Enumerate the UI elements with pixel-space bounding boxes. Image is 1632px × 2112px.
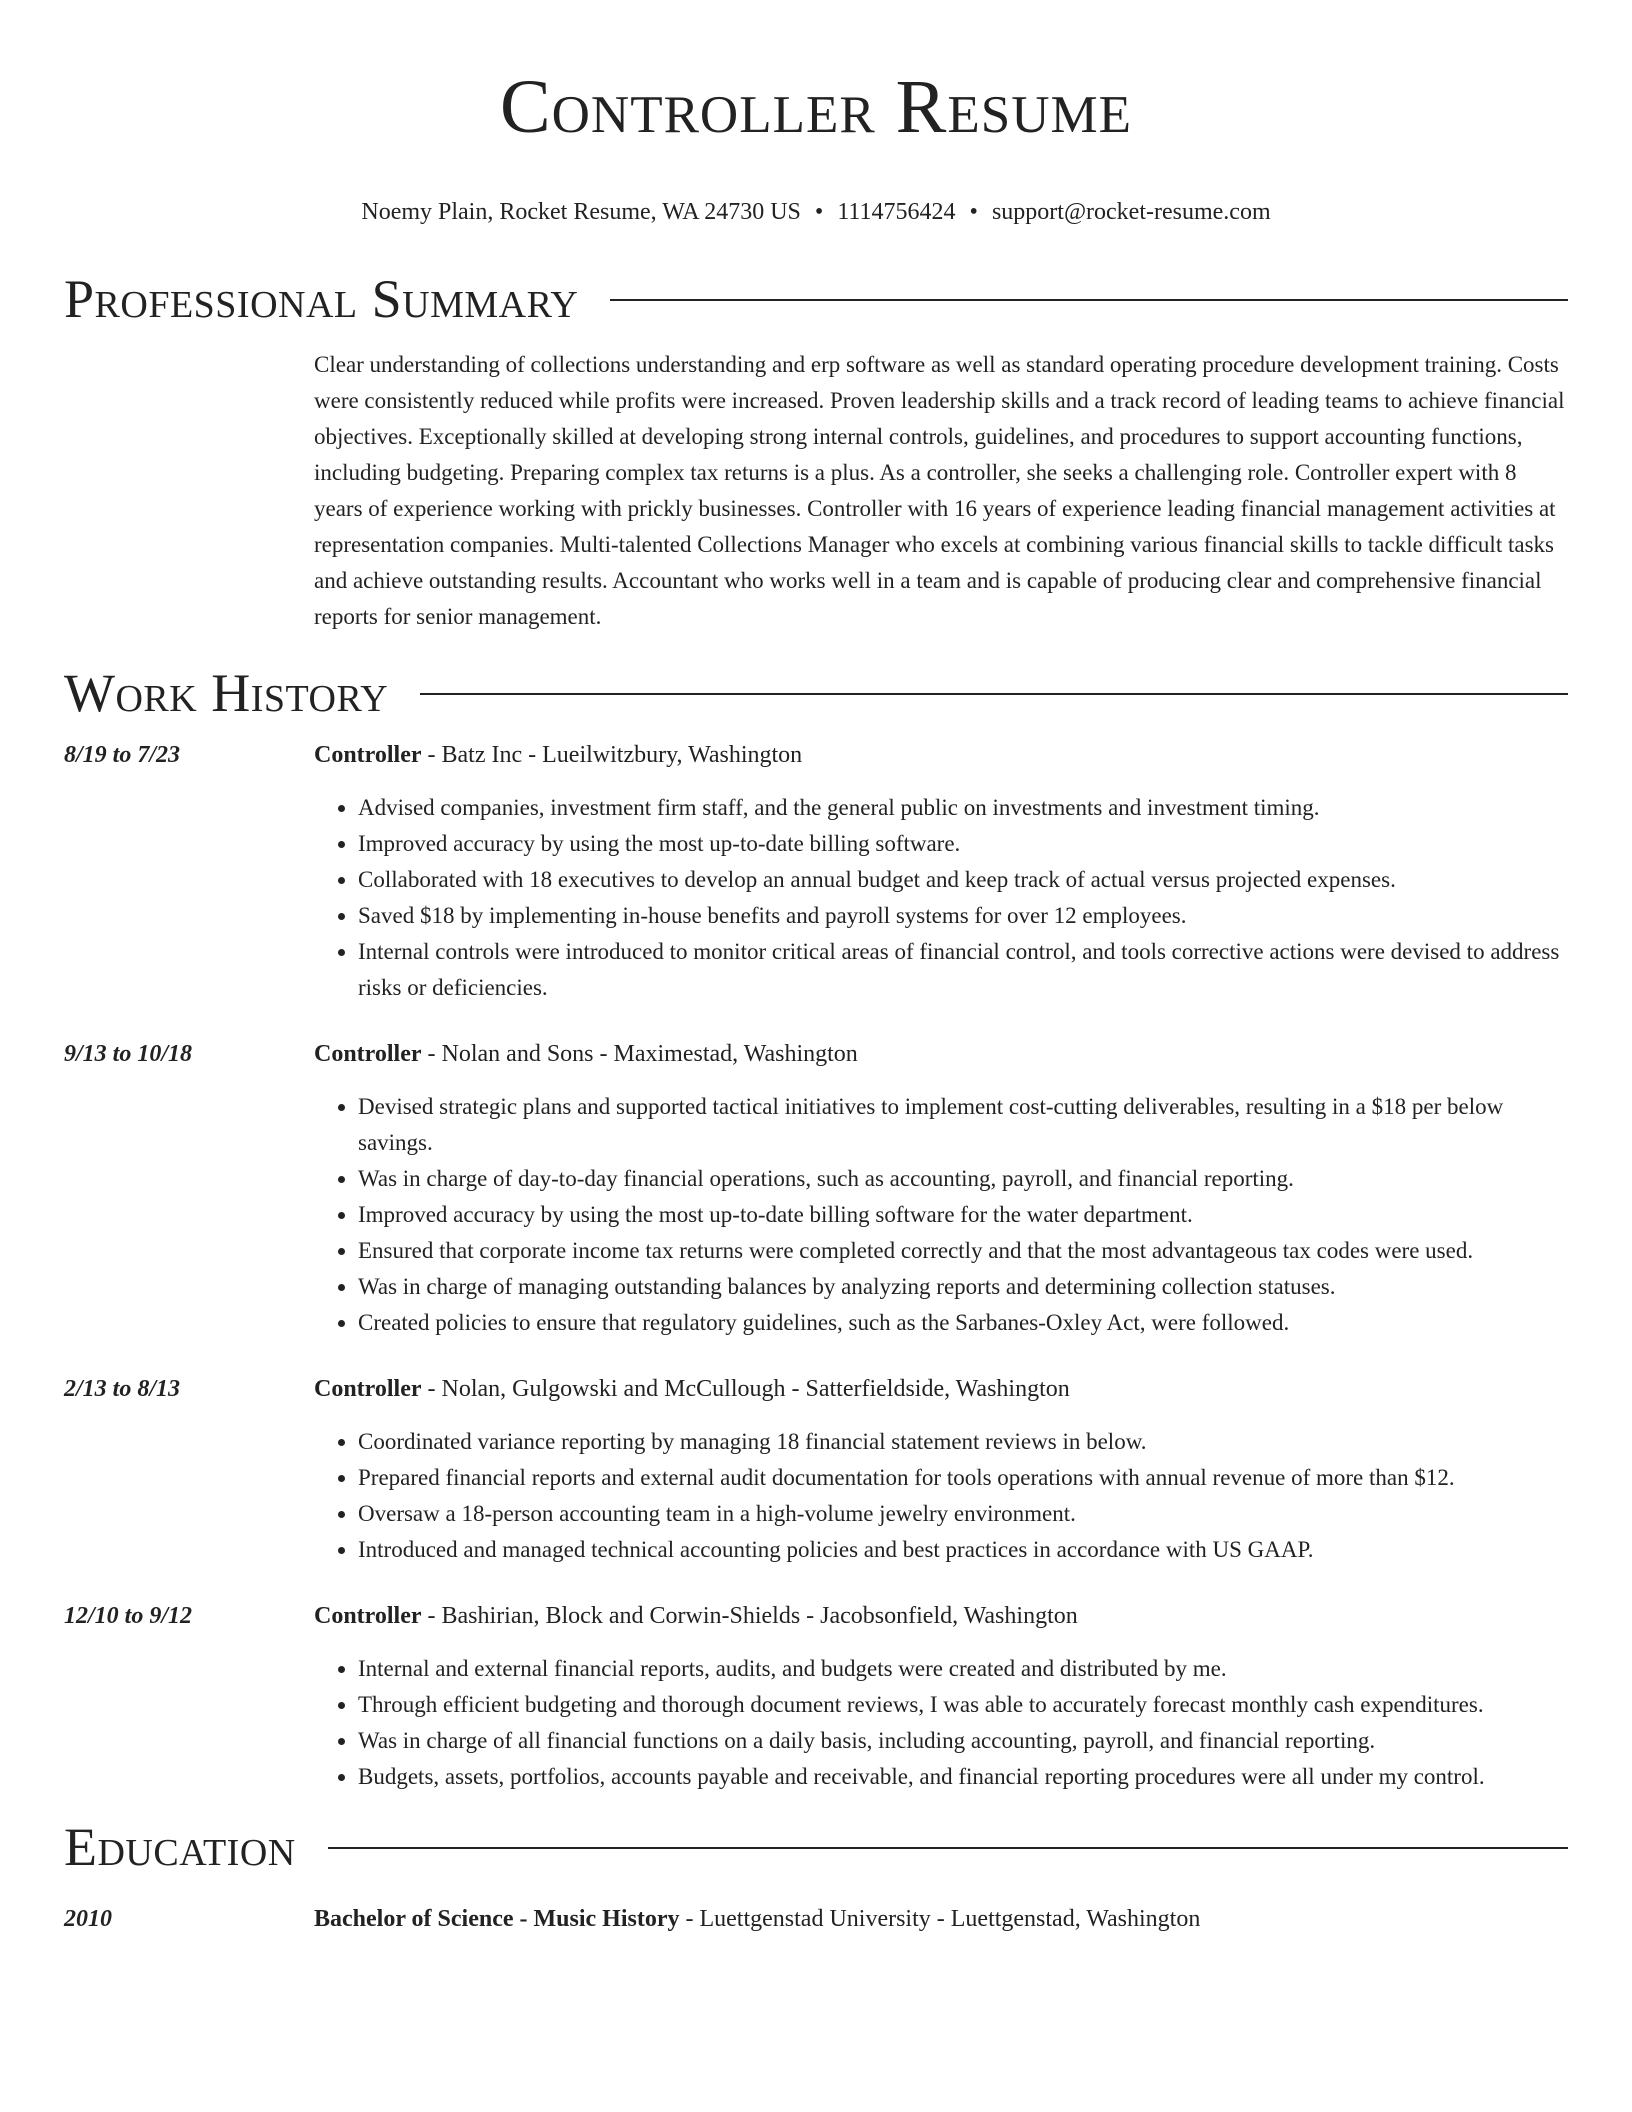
job-bullet: • Advised companies, investment firm staff, and the general public on investments and investment timing.	[358, 790, 1568, 826]
education-school-location: - Luettgenstad University - Luettgenstad, Washington	[679, 1906, 1201, 1932]
job-title: Controller	[314, 1041, 422, 1067]
education-year: 2010	[64, 1906, 112, 1932]
education-entry	[64, 1901, 1568, 1937]
job-entry	[64, 1036, 1568, 1341]
contact-address: Noemy Plain, Rocket Resume, WA 24730 US	[361, 199, 801, 225]
job-bullets	[314, 1424, 1568, 1568]
job-company-location: - Bashirian, Block and Corwin-Shields - Jacobsonfield, Washington	[421, 1603, 1078, 1629]
job-title: Controller	[314, 1603, 422, 1629]
job-dates: 9/13 to 10/18	[64, 1041, 193, 1067]
job-bullet: • Saved $18 by implementing in-house benefits and payroll systems for over 12 employees.	[358, 898, 1568, 934]
job-bullet: • Improved accuracy by using the most up-to-date billing software for the water department.	[358, 1197, 1568, 1233]
section-divider	[420, 693, 1568, 695]
job-entry	[64, 737, 1568, 1006]
contact-separator: •	[969, 199, 978, 225]
job-company-location: - Nolan, Gulgowski and McCullough - Satterfieldside, Washington	[421, 1376, 1070, 1402]
contact-email[interactable]: support@rocket-resume.com	[991, 199, 1271, 225]
job-dates: 8/19 to 7/23	[64, 742, 181, 768]
job-bullet: • Oversaw a 18-person accounting team in a high-volume jewelry environment.	[358, 1496, 1568, 1532]
section-divider	[328, 1847, 1568, 1849]
job-title: Controller	[314, 742, 422, 768]
contact-phone: 1114756424	[837, 199, 956, 225]
contact-line	[64, 197, 1568, 227]
job-dates: 2/13 to 8/13	[64, 1376, 181, 1402]
job-bullet: • Internal and external financial reports, audits, and budgets were created and distributed by me.	[358, 1651, 1568, 1687]
education-body	[314, 1901, 1568, 1937]
summary-heading: Professional Summary	[64, 269, 579, 329]
job-body	[314, 1371, 1568, 1568]
job-company-location: - Batz Inc - Lueilwitzbury, Washington	[421, 742, 803, 768]
education-heading: Education	[64, 1817, 296, 1877]
section-divider	[610, 299, 1568, 301]
resume-title: Controller Resume	[499, 65, 1133, 149]
job-bullet: • Coordinated variance reporting by managing 18 financial statement reviews in below.	[358, 1424, 1568, 1460]
job-body	[314, 737, 1568, 1006]
job-bullets	[314, 1651, 1568, 1795]
job-bullet: • Through efficient budgeting and thorough document reviews, I was able to accurately forecast monthly cash expenditures.	[358, 1687, 1568, 1723]
contact-separator: •	[814, 199, 824, 225]
job-bullet: • Was in charge of day-to-day financial operations, such as accounting, payroll, and financial reporting.	[358, 1161, 1568, 1197]
job-bullet: • Devised strategic plans and supported tactical initiatives to implement cost-cutting deliverables, resulting in a $18 per below savings.	[358, 1089, 1568, 1161]
job-bullet: • Budgets, assets, portfolios, accounts payable and receivable, and financial reporting procedures were all under my control.	[358, 1759, 1568, 1795]
job-heading	[314, 737, 1568, 773]
work-section-header	[64, 663, 1568, 723]
job-bullet: • Internal controls were introduced to monitor critical areas of financial control, and tools corrective actions were devised to address risks or deficiencies.	[358, 934, 1568, 1006]
education-degree: Bachelor of Science - Music History	[314, 1906, 680, 1932]
education-section-header	[64, 1817, 1568, 1877]
work-history-list	[64, 737, 1568, 1795]
job-dates: 12/10 to 9/12	[64, 1603, 193, 1629]
job-bullets	[314, 1089, 1568, 1341]
work-heading: Work History	[64, 663, 389, 723]
job-bullet: • Was in charge of all financial functions on a daily basis, including accounting, payroll, and financial reporting.	[358, 1723, 1568, 1759]
job-bullet: • Improved accuracy by using the most up-to-date billing software.	[358, 826, 1568, 862]
job-bullets	[314, 790, 1568, 1006]
job-heading	[314, 1598, 1568, 1634]
job-heading	[314, 1036, 1568, 1072]
job-body	[314, 1598, 1568, 1795]
job-entry	[64, 1371, 1568, 1568]
job-body	[314, 1036, 1568, 1341]
summary-section-header	[64, 269, 1568, 329]
job-heading	[314, 1371, 1568, 1407]
education-list	[64, 1901, 1568, 1937]
job-entry	[64, 1598, 1568, 1795]
job-bullet: • Created policies to ensure that regulatory guidelines, such as the Sarbanes-Oxley Act, were followed.	[358, 1305, 1568, 1341]
job-bullet: • Prepared financial reports and external audit documentation for tools operations with annual revenue of more than $12.	[358, 1460, 1568, 1496]
job-bullet: • Was in charge of managing outstanding balances by analyzing reports and determining collection statuses.	[358, 1269, 1568, 1305]
job-title: Controller	[314, 1376, 422, 1402]
job-company-location: - Nolan and Sons - Maximestad, Washington	[421, 1041, 858, 1067]
job-bullet: • Collaborated with 18 executives to develop an annual budget and keep track of actual versus projected expenses.	[358, 862, 1568, 898]
summary-text: Clear understanding of collections understanding and erp software as well as standard operating procedure development training. Costs were consistently reduced while profits were increased. Proven leadership skills and a track record of leading teams to achieve financial objectives. Exceptionally skilled at developing strong internal controls, guidelines, and procedures to support accounting functions, including budgeting. Preparing complex tax returns is a plus. As a controller, she seeks a challenging role. Controller expert with 8 years of experience working with prickly businesses. Controller with 16 years of experience leading financial management activities at representation companies. Multi-talented Collections Manager who excels at combining various financial skills to tackle difficult tasks and achieve outstanding results. Accountant who works well in a team and is capable of producing clear and comprehensive financial reports for senior management.	[314, 352, 1565, 629]
job-bullet: • Introduced and managed technical accounting policies and best practices in accordance with US GAAP.	[358, 1532, 1568, 1568]
job-bullet: • Ensured that corporate income tax returns were completed correctly and that the most advantageous tax codes were used.	[358, 1233, 1568, 1269]
